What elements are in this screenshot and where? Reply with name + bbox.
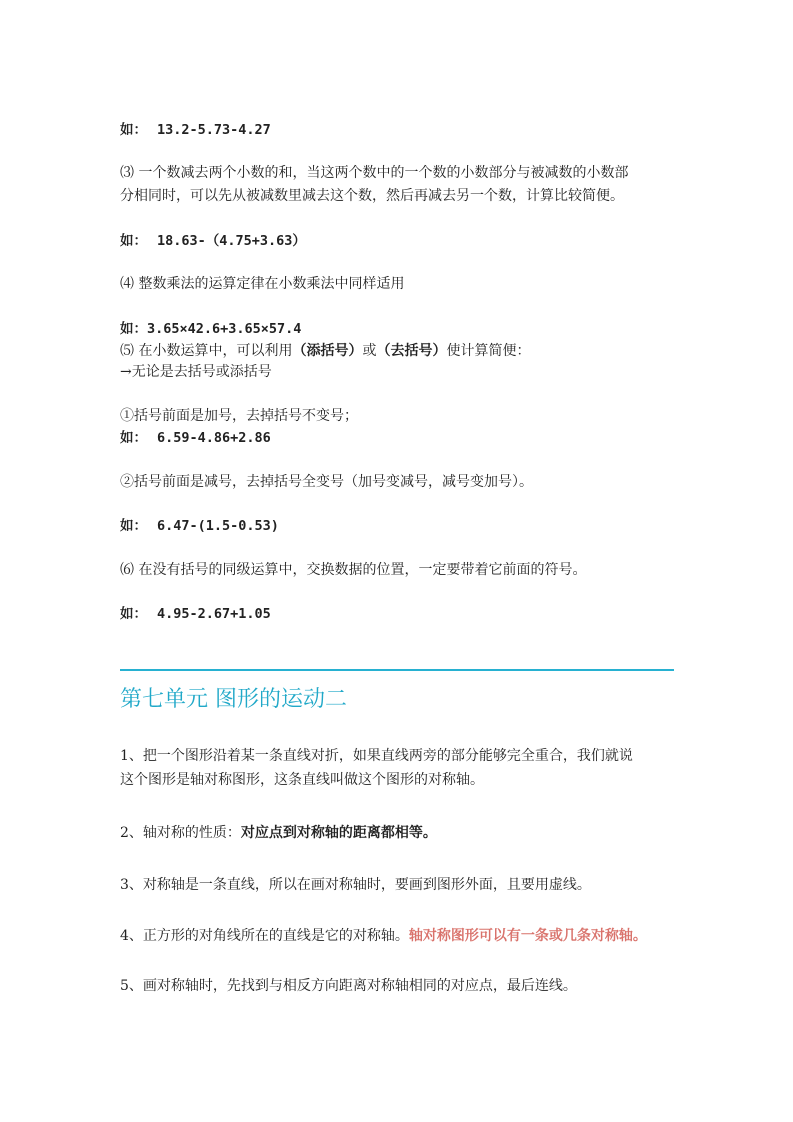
paragraph-5-arrow: →无论是去括号或添括号 — [120, 364, 272, 380]
item-2-label: 2、轴对称的性质： — [120, 825, 241, 841]
item-2-property: 对应点到对称轴的距离都相等。 — [240, 825, 437, 841]
item-4 — [120, 927, 647, 945]
example-6 — [120, 605, 271, 623]
p5-text-e: 使计算简便： — [446, 343, 531, 359]
rule-2: ②括号前面是减号，去掉括号全变号（加号变减号，减号变加号）。 — [120, 474, 533, 490]
item-4-text: 4、正方形的对角线所在的直线是它的对称轴。 — [120, 928, 409, 944]
item-4-highlight: 轴对称图形可以有一条或几条对称轴。 — [408, 928, 647, 944]
paragraph-4: ⑷ 整数乘法的运算定律在小数乘法中同样适用 — [120, 276, 405, 292]
p5-text-a: ⑸ 在小数运算中，可以利用 — [120, 343, 293, 359]
example-label: 如： — [120, 430, 147, 446]
paragraph-3-line-1: ⑶ 一个数减去两个小数的和，当这两个数中的一个数的小数部分与被减数的小数部 — [120, 165, 629, 181]
example-label: 如： — [120, 518, 147, 534]
item-1-line-1: 1、把一个图形沿着某一条直线对折，如果直线两旁的部分能够完全重合，我们就说 — [120, 748, 633, 764]
example-label: 如： — [120, 321, 147, 337]
item-1-line-2: 这个图形是轴对称图形，这条直线叫做这个图形的对称轴。 — [120, 772, 484, 788]
paragraph-5 — [120, 342, 530, 360]
section-title: 第七单元 图形的运动二 — [120, 687, 347, 712]
example-expression: 6.59-4.86+2.86 — [157, 430, 271, 446]
example-label: 如： — [120, 606, 147, 622]
item-3: 3、对称轴是一条直线，所以在画对称轴时，要画到图形外面，且要用虚线。 — [120, 877, 591, 893]
example-label: 如： — [120, 122, 147, 138]
paragraph-6: ⑹ 在没有括号的同级运算中，交换数据的位置，一定要带着它前面的符号。 — [120, 562, 587, 578]
example-label: 如： — [120, 233, 147, 249]
rule-1: ①括号前面是加号，去掉括号不变号； — [120, 408, 358, 424]
p5-text-c: 或 — [362, 343, 377, 359]
example-1 — [120, 121, 271, 139]
example-3 — [120, 320, 301, 338]
p5-add-brackets: （添括号） — [292, 343, 363, 359]
section-divider — [120, 669, 674, 671]
p5-remove-brackets: （去括号） — [376, 343, 447, 359]
example-4 — [120, 429, 271, 447]
example-expression: 18.63-（4.75+3.63） — [157, 233, 306, 249]
example-expression: 13.2-5.73-4.27 — [157, 122, 271, 138]
item-2 — [120, 824, 437, 842]
paragraph-3-line-2: 分相同时，可以先从被减数里减去这个数，然后再减去另一个数，计算比较简便。 — [120, 188, 624, 204]
item-5: 5、画对称轴时，先找到与相反方向距离对称轴相同的对应点，最后连线。 — [120, 978, 577, 994]
example-2 — [120, 232, 306, 250]
example-expression: 4.95-2.67+1.05 — [157, 606, 271, 622]
example-5 — [120, 517, 279, 535]
example-expression: 6.47-(1.5-0.53) — [157, 518, 279, 534]
example-expression: 3.65×42.6+3.65×57.4 — [147, 321, 302, 337]
